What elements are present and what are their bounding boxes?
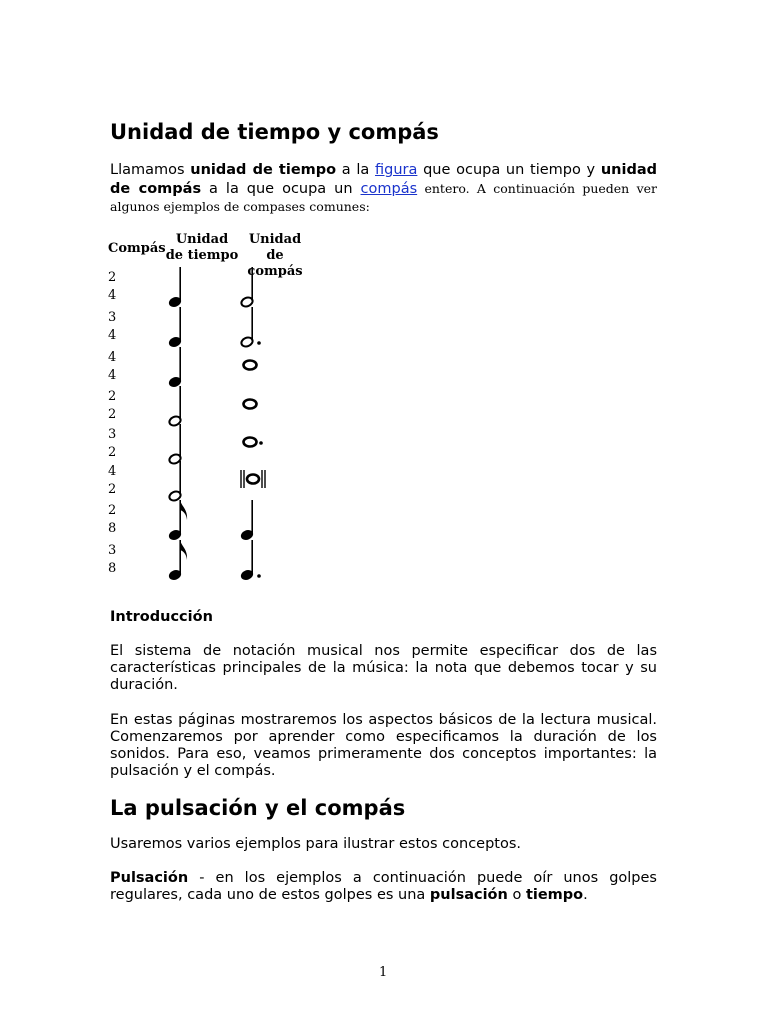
time-signature-bottom: 4 — [108, 288, 117, 303]
intro-section-paragraph-2: En estas páginas mostraremos los aspectos básicos de la lectura musical. Comenzaremos por aprender como especificamos la duración de los sonidos. Para eso, veamos primeramente dos conceptos importantes: la pulsación y el compás. — [110, 712, 657, 779]
time-signature-top: 4 — [108, 464, 117, 479]
time-signature-bottom: 4 — [108, 368, 117, 383]
compas-link[interactable]: compás — [360, 180, 418, 197]
time-signature-bottom: 8 — [108, 521, 117, 536]
time-signature-top: 2 — [108, 389, 117, 404]
pulsacion-paragraph-1: Usaremos varios ejemplos para ilustrar estos conceptos. — [110, 836, 522, 852]
table-header-unidad-tiempo: Unidad de tiempo — [165, 232, 239, 263]
intro-text: que ocupa un tiempo y — [417, 162, 601, 178]
pulsacion-paragraph-2 — [110, 870, 657, 904]
intro-text: entero. A continuación pueden ver algunos ejemplos de compases comunes: — [110, 180, 658, 214]
time-signature-bottom: 2 — [108, 445, 117, 460]
time-signature-top: 3 — [108, 310, 117, 325]
page-number: 1 — [379, 965, 388, 980]
time-signature-top: 3 — [108, 543, 117, 558]
time-signature-bottom: 2 — [108, 482, 117, 497]
intro-section-paragraph-1: El sistema de notación musical nos permite especificar dos de las características principales de la música: la nota que debemos tocar y su duración. — [110, 643, 657, 693]
intro-text: Llamamos — [110, 162, 191, 178]
time-signature-top: 3 — [108, 427, 117, 442]
intro-text: a la — [336, 162, 376, 178]
intro-paragraph — [110, 162, 657, 217]
term-pulsacion: pulsación — [429, 887, 508, 903]
intro-term-unidad-tiempo: unidad de tiempo — [190, 162, 337, 178]
table-header-compas: Compás — [108, 241, 166, 256]
section-heading-pulsacion: La pulsación y el compás — [110, 796, 406, 820]
dotted-quarter-note-icon — [238, 536, 274, 582]
paragraph-text: o — [507, 887, 526, 903]
intro-term-unidad-compas: unidad de compás — [110, 162, 657, 197]
table-header-unidad-compas: Unidad de compás — [247, 232, 303, 279]
time-signature-bottom: 4 — [108, 328, 117, 343]
term-pulsacion: Pulsación — [110, 870, 189, 886]
term-tiempo: tiempo — [525, 887, 584, 903]
time-signature-bottom: 2 — [108, 407, 117, 422]
page-title: Unidad de tiempo y compás — [110, 120, 439, 144]
time-signature-top: 4 — [108, 350, 117, 365]
eighth-note-icon — [166, 536, 202, 582]
figura-link[interactable]: figura — [375, 162, 418, 178]
section-heading-introduccion: Introducción — [110, 609, 213, 625]
time-signature-bottom: 8 — [108, 561, 117, 576]
paragraph-text: . — [583, 887, 588, 903]
time-signature-top: 2 — [108, 270, 117, 285]
time-signature-top: 2 — [108, 503, 117, 518]
intro-text: a la que ocupa un — [201, 180, 361, 197]
paragraph-text: - en los ejemplos a continuación puede oír unos golpes regulares, cada uno de estos golpes es una — [110, 870, 657, 903]
